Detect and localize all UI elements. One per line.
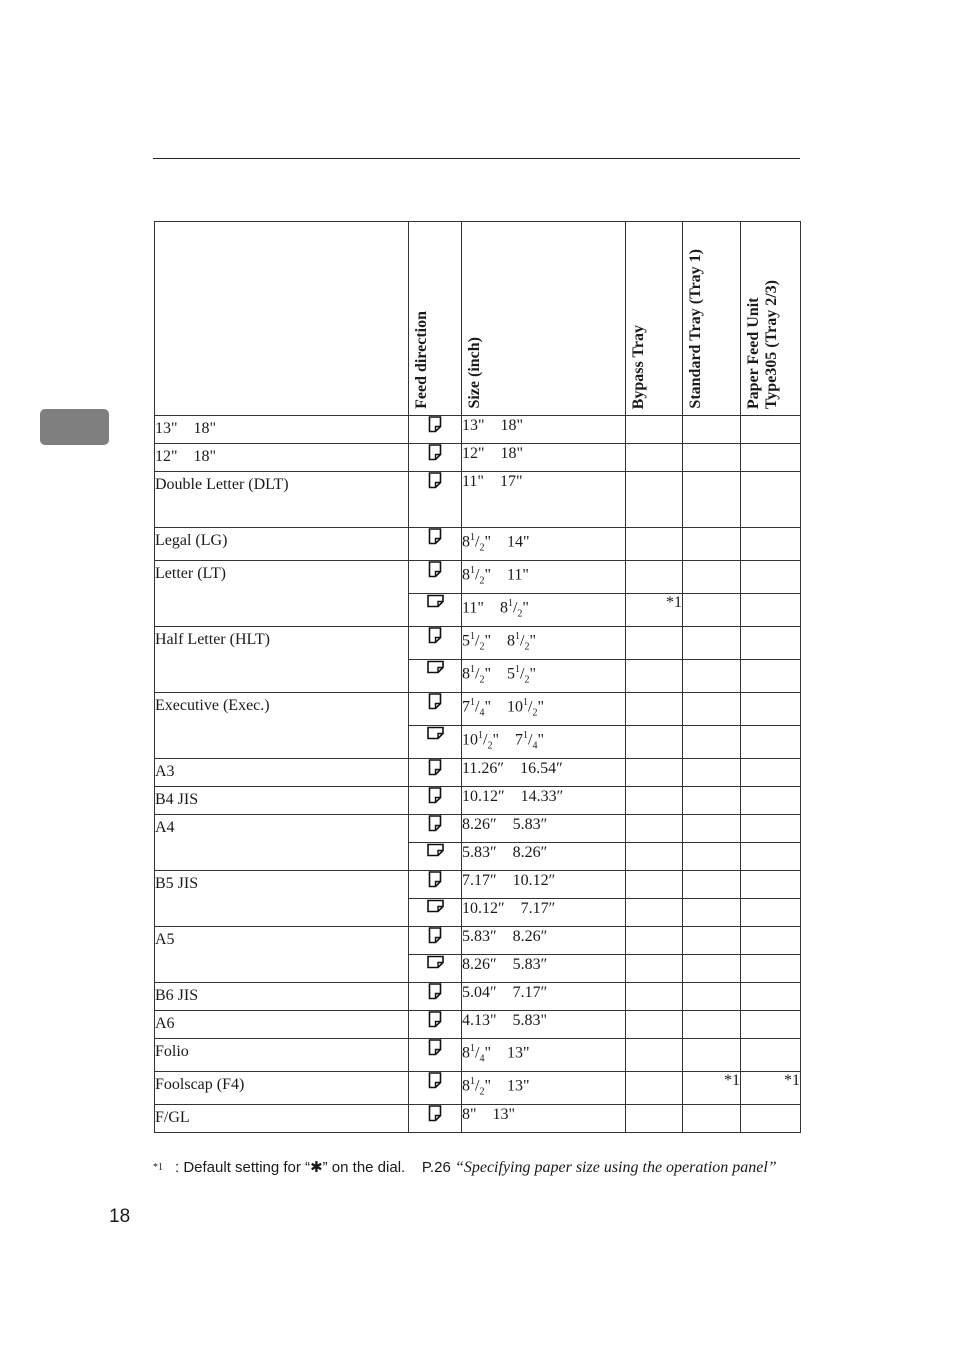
paper-name-cell: Double Letter (DLT) (155, 472, 409, 528)
bypass-tray-cell (626, 899, 683, 927)
portrait-feed-icon (428, 787, 442, 809)
table-row (155, 472, 801, 528)
portrait-feed-icon (428, 815, 442, 837)
table-body (155, 416, 801, 1133)
standard-tray-cell (683, 561, 741, 594)
bypass-tray-cell (626, 660, 683, 693)
paper-name-cell: Legal (LG) (155, 528, 409, 561)
table-row (155, 1039, 801, 1072)
bypass-tray-cell (626, 815, 683, 843)
footnote-text-after: ” on the dial. P.26 (322, 1159, 455, 1176)
table-row (155, 416, 801, 444)
bypass-tray-cell (626, 871, 683, 899)
standard-tray-cell (683, 759, 741, 787)
standard-tray-cell (683, 416, 741, 444)
paper-name-cell: Executive (Exec.) (155, 693, 409, 759)
footnote (153, 1159, 801, 1176)
paper-feed-unit-cell (741, 660, 801, 693)
standard-tray-cell (683, 983, 741, 1011)
landscape-feed-icon (427, 843, 444, 862)
size-cell: $8^1/_2$" 13" (462, 1072, 626, 1105)
header-rule (153, 158, 800, 159)
size-cell: $5^1/_2$" $8^1/_2$" (462, 627, 626, 660)
header-size: Size (inch) (462, 222, 626, 416)
paper-feed-unit-cell (741, 1039, 801, 1072)
standard-tray-cell (683, 472, 741, 528)
feed-direction-cell (409, 1039, 462, 1072)
paper-feed-unit-cell (741, 815, 801, 843)
feed-direction-cell (409, 759, 462, 787)
size-cell: 5.83″ 8.26″ (462, 927, 626, 955)
size-cell: 8" 13" (462, 1105, 626, 1133)
size-cell: 10.12″ 14.33″ (462, 787, 626, 815)
size-cell: 13" 18" (462, 416, 626, 444)
size-cell: $7^1/_4$" $10^1/_2$" (462, 693, 626, 726)
bypass-tray-cell (626, 726, 683, 759)
bypass-tray-cell (626, 983, 683, 1011)
paper-feed-unit-cell (741, 787, 801, 815)
feed-direction-cell (409, 1105, 462, 1133)
portrait-feed-icon (428, 759, 442, 781)
size-cell: 5.83″ 8.26″ (462, 843, 626, 871)
bypass-tray-cell (626, 1039, 683, 1072)
table-row (155, 444, 801, 472)
header-row (155, 222, 801, 416)
chapter-tab (40, 409, 109, 445)
paper-name-cell: A6 (155, 1011, 409, 1039)
paper-name-cell: A5 (155, 927, 409, 983)
feed-direction-cell (409, 561, 462, 594)
standard-tray-cell (683, 871, 741, 899)
size-cell: 11" 17" (462, 472, 626, 528)
standard-tray-cell (683, 594, 741, 627)
paper-feed-unit-cell (741, 955, 801, 983)
portrait-feed-icon (428, 627, 442, 649)
standard-tray-cell (683, 899, 741, 927)
table-row (155, 627, 801, 660)
feed-direction-cell (409, 1011, 462, 1039)
size-cell: $8^1/_2$" 14" (462, 528, 626, 561)
feed-direction-cell (409, 660, 462, 693)
table-row (155, 528, 801, 561)
paper-feed-unit-cell (741, 983, 801, 1011)
paper-name-cell: Half Letter (HLT) (155, 627, 409, 693)
portrait-feed-icon (428, 472, 442, 494)
page-number: 18 (109, 1206, 131, 1227)
feed-direction-cell (409, 1072, 462, 1105)
size-cell: 12" 18" (462, 444, 626, 472)
standard-tray-cell (683, 843, 741, 871)
feed-direction-cell (409, 627, 462, 660)
paper-name-cell: Letter (LT) (155, 561, 409, 627)
size-cell: 8.26″ 5.83″ (462, 955, 626, 983)
paper-name-cell: Foolscap (F4) (155, 1072, 409, 1105)
feed-direction-cell (409, 416, 462, 444)
paper-name-cell: A4 (155, 815, 409, 871)
landscape-feed-icon (427, 594, 444, 613)
portrait-feed-icon (428, 983, 442, 1005)
bypass-tray-cell (626, 561, 683, 594)
table-row (155, 1011, 801, 1039)
size-cell: 11.26″ 16.54″ (462, 759, 626, 787)
portrait-feed-icon (428, 528, 442, 550)
feed-direction-cell (409, 472, 462, 528)
paper-feed-unit-cell (741, 899, 801, 927)
standard-tray-cell (683, 815, 741, 843)
portrait-feed-icon (428, 1039, 442, 1061)
feed-direction-cell (409, 843, 462, 871)
feed-direction-cell (409, 444, 462, 472)
feed-direction-cell (409, 726, 462, 759)
footnote-marker: *1 (153, 1162, 163, 1173)
size-cell: 8.26″ 5.83″ (462, 815, 626, 843)
paper-feed-unit-cell (741, 594, 801, 627)
table-row (155, 1072, 801, 1105)
feed-direction-cell (409, 899, 462, 927)
header-paper-feed-unit: Paper Feed Unit Type305 (Tray 2/3) (741, 222, 801, 416)
size-cell: $8^1/_2$" 11" (462, 561, 626, 594)
bypass-tray-cell (626, 1072, 683, 1105)
paper-feed-unit-cell (741, 871, 801, 899)
standard-tray-cell: *1 (683, 1072, 741, 1105)
feed-direction-cell (409, 815, 462, 843)
paper-feed-unit-cell (741, 472, 801, 528)
bypass-tray-cell (626, 627, 683, 660)
landscape-feed-icon (427, 899, 444, 918)
paper-feed-unit-cell (741, 843, 801, 871)
header-standard-tray: Standard Tray (Tray 1) (683, 222, 741, 416)
footnote-reference: “Specifying paper size using the operation panel” (454, 1159, 777, 1176)
paper-name-cell: B4 JIS (155, 787, 409, 815)
paper-name-cell: 12" 18" (155, 444, 409, 472)
footnote-text-before: : Default setting for “ (175, 1159, 311, 1176)
bypass-tray-cell (626, 927, 683, 955)
paper-feed-unit-cell (741, 627, 801, 660)
bypass-tray-cell (626, 693, 683, 726)
size-cell: $10^1/_2$" $7^1/_4$" (462, 726, 626, 759)
feed-direction-cell (409, 693, 462, 726)
paper-feed-unit-cell (741, 561, 801, 594)
table-row (155, 561, 801, 594)
portrait-feed-icon (428, 693, 442, 715)
paper-name-cell: A3 (155, 759, 409, 787)
size-cell: $8^1/_4$" 13" (462, 1039, 626, 1072)
paper-name-cell: F/GL (155, 1105, 409, 1133)
standard-tray-cell (683, 660, 741, 693)
portrait-feed-icon (428, 1105, 442, 1127)
portrait-feed-icon (428, 561, 442, 583)
standard-tray-cell (683, 955, 741, 983)
portrait-feed-icon (428, 1072, 442, 1094)
bypass-tray-cell (626, 528, 683, 561)
paper-feed-unit-cell (741, 444, 801, 472)
paper-name-cell: B5 JIS (155, 871, 409, 927)
bypass-tray-cell (626, 472, 683, 528)
standard-tray-cell (683, 528, 741, 561)
size-cell: 5.04″ 7.17″ (462, 983, 626, 1011)
bypass-tray-cell (626, 1011, 683, 1039)
portrait-feed-icon (428, 927, 442, 949)
table-row (155, 927, 801, 955)
paper-feed-unit-cell (741, 927, 801, 955)
standard-tray-cell (683, 726, 741, 759)
standard-tray-cell (683, 927, 741, 955)
size-cell: 11" $8^1/_2$" (462, 594, 626, 627)
feed-direction-cell (409, 955, 462, 983)
landscape-feed-icon (427, 660, 444, 679)
landscape-feed-icon (427, 955, 444, 974)
standard-tray-cell (683, 627, 741, 660)
paper-name-cell: 13" 18" (155, 416, 409, 444)
asterisk-icon: ✱ (310, 1159, 323, 1176)
feed-direction-cell (409, 983, 462, 1011)
bypass-tray-cell (626, 759, 683, 787)
paper-feed-unit-cell (741, 1011, 801, 1039)
paper-name-cell: Folio (155, 1039, 409, 1072)
size-cell: 7.17″ 10.12″ (462, 871, 626, 899)
portrait-feed-icon (428, 416, 442, 438)
table-row (155, 815, 801, 843)
portrait-feed-icon (428, 871, 442, 893)
paper-feed-unit-cell (741, 759, 801, 787)
header-bypass-tray: Bypass Tray (626, 222, 683, 416)
table-row (155, 693, 801, 726)
size-cell: 4.13" 5.83" (462, 1011, 626, 1039)
feed-direction-cell (409, 528, 462, 561)
paper-feed-unit-cell (741, 416, 801, 444)
standard-tray-cell (683, 1105, 741, 1133)
paper-feed-unit-cell: *1 (741, 1072, 801, 1105)
bypass-tray-cell (626, 843, 683, 871)
standard-tray-cell (683, 444, 741, 472)
landscape-feed-icon (427, 726, 444, 745)
paper-feed-unit-cell (741, 726, 801, 759)
bypass-tray-cell (626, 787, 683, 815)
size-cell: 10.12″ 7.17″ (462, 899, 626, 927)
paper-name-cell: B6 JIS (155, 983, 409, 1011)
feed-direction-cell (409, 787, 462, 815)
bypass-tray-cell (626, 955, 683, 983)
paper-feed-unit-cell (741, 1105, 801, 1133)
table-row (155, 787, 801, 815)
feed-direction-cell (409, 594, 462, 627)
standard-tray-cell (683, 1039, 741, 1072)
portrait-feed-icon (428, 1011, 442, 1033)
table-row (155, 983, 801, 1011)
header-paper-name (155, 222, 409, 416)
paper-size-table (154, 221, 801, 1133)
table-row (155, 759, 801, 787)
bypass-tray-cell (626, 444, 683, 472)
feed-direction-cell (409, 927, 462, 955)
feed-direction-cell (409, 871, 462, 899)
paper-feed-unit-cell (741, 693, 801, 726)
bypass-tray-cell (626, 1105, 683, 1133)
table-row (155, 1105, 801, 1133)
bypass-tray-cell: *1 (626, 594, 683, 627)
portrait-feed-icon (428, 444, 442, 466)
paper-feed-unit-cell (741, 528, 801, 561)
table-row (155, 871, 801, 899)
bypass-tray-cell (626, 416, 683, 444)
standard-tray-cell (683, 787, 741, 815)
size-cell: $8^1/_2$" $5^1/_2$" (462, 660, 626, 693)
standard-tray-cell (683, 1011, 741, 1039)
header-feed-direction: Feed direction (409, 222, 462, 416)
standard-tray-cell (683, 693, 741, 726)
